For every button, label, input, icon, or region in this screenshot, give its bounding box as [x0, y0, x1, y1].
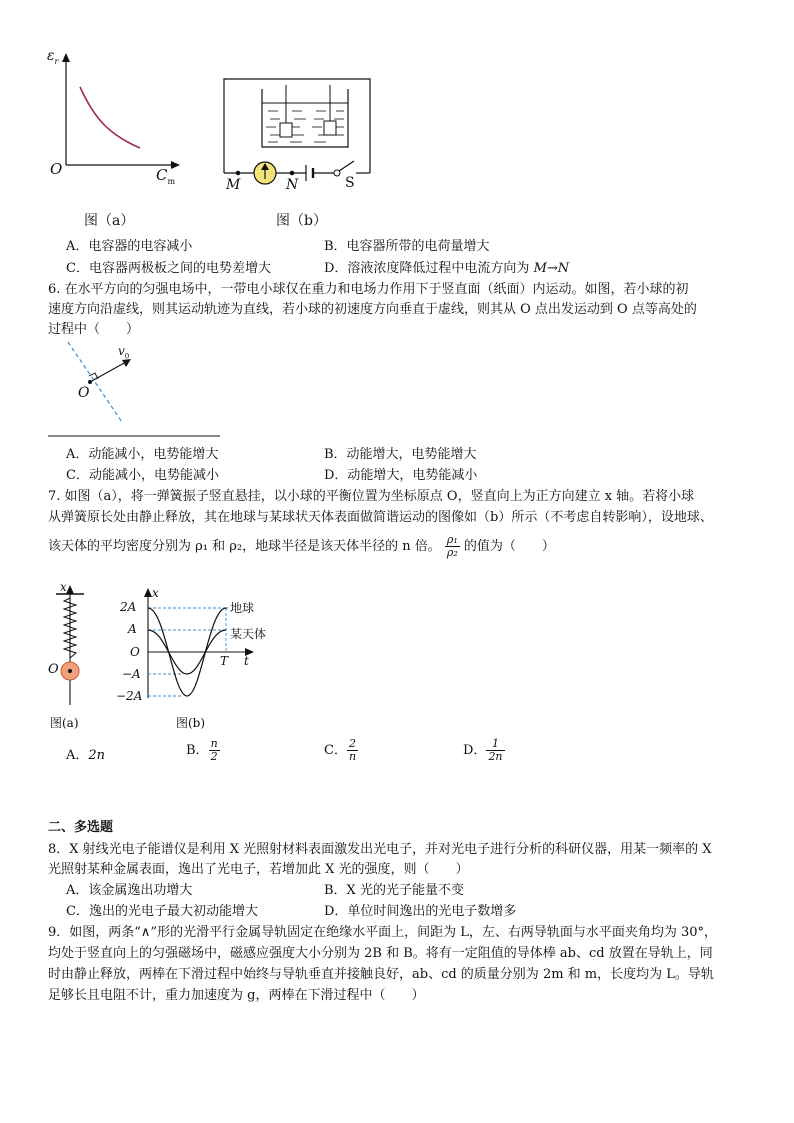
q7-figure-b-tick-2a: 2A [120, 600, 137, 614]
q6-figure-v0: $v_0$ [118, 344, 130, 361]
q6-option-a: A．动能减小，电势能增大 [66, 447, 219, 462]
q8-stem-line2: 光照射某种金属表面，逸出了光电子，若增加此 X 光的强度，则（ ） [48, 862, 469, 877]
q9-stem-line3: 时由静止释放，两棒在下滑过程中始终与导轨垂直并接触良好，ab、cd 的质量分别为 2m 和 m，长度均为 L。导轨 [48, 967, 714, 982]
q7-figure-b-caption: 图(b) [176, 716, 206, 730]
q7-figure-b-tick-neg-2a: −2A [116, 689, 143, 703]
q8-option-c: C．逸出的光电子最大初动能增大 [66, 904, 258, 919]
q6-option-b: B．动能增大，电势能增大 [324, 447, 477, 462]
q7-option-b: B． $\frac{n}{2}$ [186, 737, 218, 763]
q8-option-b: B．X 光的光子能量不变 [324, 883, 464, 898]
q8-option-d: D．单位时间逸出的光电子数增多 [324, 904, 517, 919]
figure-b-caption: 图（b） [276, 213, 327, 229]
figure-a-origin: O [50, 160, 63, 178]
q8-stem-line1: 8．X 射线光电子能谱仪是利用 X 光照射材料表面激发出光电子，并对光电子进行分析的科研仪器，用某一频率的 X [48, 842, 712, 857]
q9-stem-line1: 9．如图，两条“∧”形的光滑平行金属导轨固定在绝缘水平面上，间距为 L，左、右两导轨面与水平面夹角均为 30°， [48, 925, 718, 940]
q7-figure-a-x-label: x [60, 580, 67, 594]
q6-stem-line1: 6. 在水平方向的匀强电场中，一带电小球仅在重力和电场力作用下于竖直面（纸面）内运动。如图，若小球的初 [48, 282, 689, 297]
q7-figure-b-tick-o: O [130, 645, 140, 659]
q8-option-a: A．该金属逸出功增大 [66, 883, 193, 898]
q7-figure-b-graph [140, 586, 280, 706]
q7-figure-b-legend-earth: 地球 [230, 601, 255, 615]
q6-stem-line2: 速度方向沿虚线，则其运动轨迹为直线，若小球的初速度方向垂直于虚线，则其从 O 点出发运动到 O 点等高处的 [48, 302, 697, 317]
q7-ratio: $\frac{\text{ρ₁}}{\text{ρ₂}}$ [446, 533, 458, 559]
q6-option-d: D．动能增大，电势能减小 [324, 468, 478, 483]
q7-figure-a-spring [50, 580, 90, 710]
q5-option-d: D．溶液浓度降低过程中电流方向为 M→N [324, 261, 570, 276]
q5-option-b: B．电容器所带的电荷量增大 [324, 239, 490, 254]
q7-figure-a-origin: O [48, 662, 59, 677]
figure-b-label-m: M [226, 177, 241, 193]
q7-figure-b-tick-neg-a: −A [122, 667, 141, 681]
q7-figure-a-caption: 图(a) [50, 716, 79, 730]
figure-a-caption: 图（a） [84, 213, 135, 229]
q7-figure-b-tick-a: A [128, 622, 137, 636]
q7-figure-b-x-label: x [152, 586, 159, 600]
q6-figure-origin: O [78, 385, 90, 401]
q6-stem-line3: 过程中（ ） [48, 322, 140, 337]
q7-figure-b-T-label: T [220, 654, 229, 668]
figure-a-y-label: $\varepsilon_r$ [47, 48, 59, 66]
q7-stem-line3: 该天体的平均密度分别为 ρ₁ 和 ρ₂，地球半径是该天体半径的 n 倍。 $\frac{\text{ρ₁}}{\text{ρ₂}}$ 的值为（ ） [48, 533, 555, 559]
q6-figure [48, 340, 228, 440]
figure-a-x-label: $C_m$ [156, 166, 176, 186]
q7-figure-b-t-label: t [244, 654, 249, 668]
q5-option-a: A．电容器的电容减小 [66, 239, 193, 254]
figure-b-circuit [220, 75, 400, 190]
q7-figure-b-legend-body: 某天体 [230, 627, 267, 641]
q7-stem-line1: 7. 如图（a），将一弹簧振子竖直悬挂，以小球的平衡位置为坐标原点 O，竖直向上为正方向建立 x 轴。若将小球 [48, 489, 695, 504]
q9-stem-line2: 均处于竖直向上的匀强磁场中，磁感应强度大小分别为 2B 和 B。将有一定阻值的导体棒 ab、cd 放置在导轨上，同 [48, 946, 713, 961]
figure-b-label-s: S [345, 175, 355, 191]
q7-option-d: D． $\frac{1}{2n}$ [463, 737, 503, 763]
q7-option-c: C． $\frac{2}{n}$ [324, 737, 357, 763]
q6-option-c: C．动能减小，电势能减小 [66, 468, 219, 483]
q7-stem-line2: 从弹簧原长处由静止释放，其在地球与某球状天体表面做简谐运动的图像如（b）所示（不考虑自转影响），设地球、 [48, 510, 713, 525]
figure-b-label-n: N [286, 177, 299, 193]
q7-option-a: A．2n [66, 748, 106, 763]
section-title-multi-choice: 二、多选题 [48, 820, 114, 835]
q5-option-c: C．电容器两极板之间的电势差增大 [66, 261, 271, 276]
q9-stem-line4: 足够长且电阻不计，重力加速度为 g，两棒在下滑过程中（ ） [48, 988, 425, 1003]
